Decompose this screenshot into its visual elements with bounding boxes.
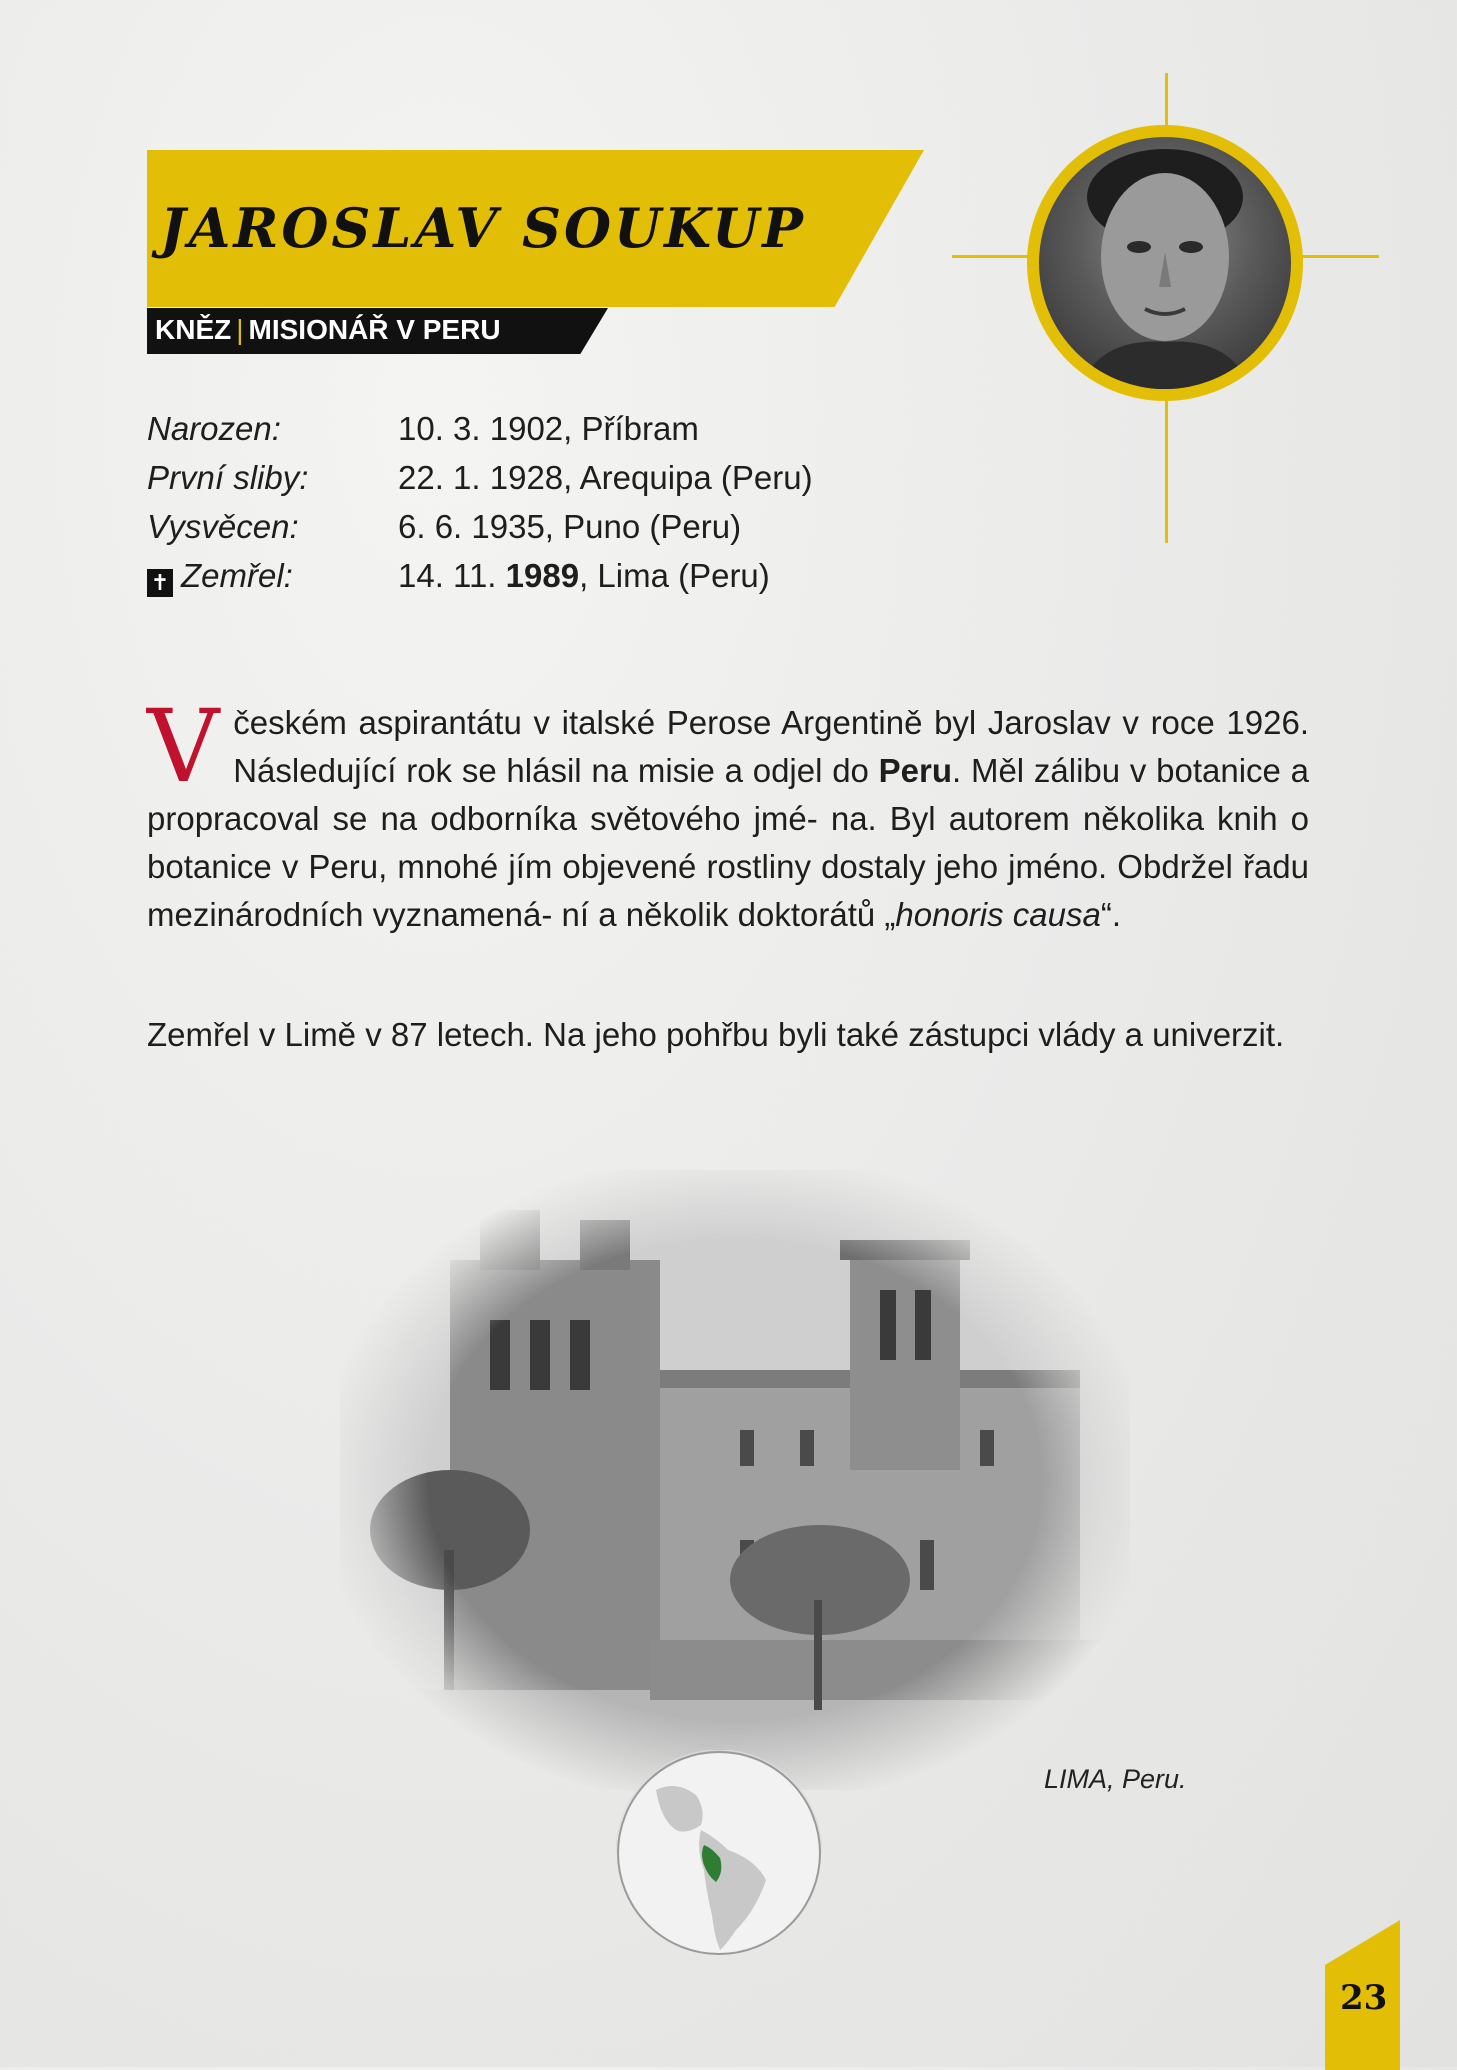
p1-text-b: . Měl zálibu v botanice a propracoval se na odborníka světového jmé- na. Byl autorem několika knih o botanice v Peru, mnohé jím objevené rostliny dostaly jeho jméno. Obdržel řadu mezinárodních vyznamená- ní a několik doktorátů „ <box>147 752 1309 933</box>
fact-label-ordained: Vysvěcen: <box>147 508 299 545</box>
role-label: KNĚZ <box>155 314 232 345</box>
page-title: JAROSLAV SOUKUP <box>160 196 806 260</box>
fact-value-died <box>398 557 770 595</box>
fact-value-ordained: 6. 6. 1935, Puno (Peru) <box>398 508 742 545</box>
fact-label-born: Narozen: <box>147 410 281 447</box>
died-year: 1989 <box>505 557 580 594</box>
fact-label-died <box>147 557 293 597</box>
page-number: 23 <box>1340 1978 1388 2018</box>
fact-value-vows: 22. 1. 1928, Arequipa (Peru) <box>398 459 813 496</box>
mission-label: MISIONÁŘ V PERU <box>248 314 501 345</box>
role-separator: | <box>236 314 244 345</box>
died-label: Zemřel: <box>181 557 293 594</box>
church-photo <box>340 1170 1130 1790</box>
photo-caption: LIMA, Peru. <box>1044 1764 1187 1794</box>
p1-bold: Peru <box>878 752 953 789</box>
portrait-photo <box>1039 137 1291 389</box>
cross-icon: ✝ <box>147 569 173 597</box>
died-date: 14. 11. <box>398 557 506 594</box>
died-place: , Lima (Peru) <box>579 557 770 594</box>
fact-label-vows: První sliby: <box>147 459 309 496</box>
globe-map <box>616 1750 822 1956</box>
p1-text-a: českém aspirantátu v italské Perose Argentině byl Jaroslav v roce 1926. Následující rok se hlásil na misie a odjel do <box>233 704 1309 789</box>
p1-italic: honoris causa <box>895 896 1101 933</box>
p1-text-c: “. <box>1100 896 1122 933</box>
dropcap: V <box>147 688 220 805</box>
fact-value-born: 10. 3. 1902, Příbram <box>398 410 699 447</box>
subtitle <box>155 314 501 346</box>
paragraph-2: Zemřel v Limě v 87 letech. Na jeho pohřbu byli také zástupci vlády a univerzit. <box>147 1016 1285 1053</box>
paragraph-1 <box>147 688 1309 939</box>
portrait <box>1027 125 1303 401</box>
